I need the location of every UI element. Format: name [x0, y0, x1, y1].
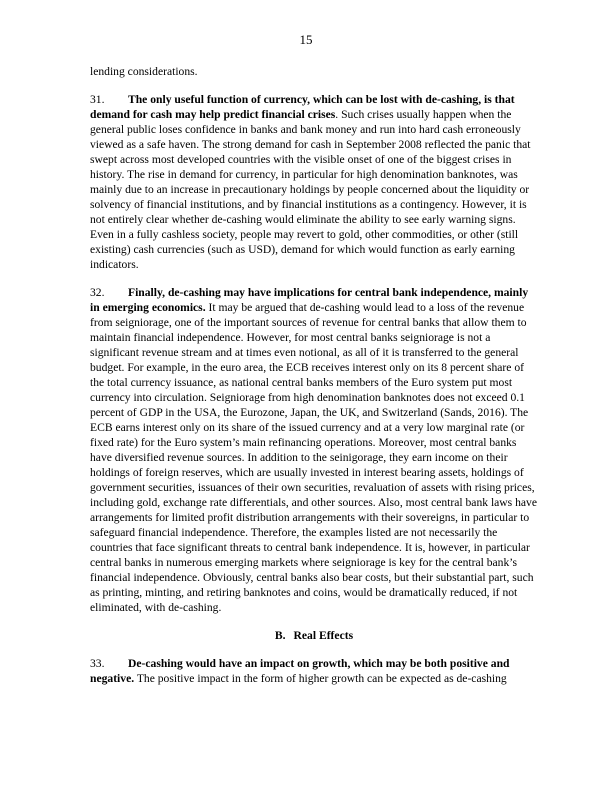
paragraph-lead-sentence: The only useful function of currency, which can be lost with de-cashing, is that demand for cash may help predict financial crises: [90, 93, 515, 121]
section-title: Real Effects: [293, 629, 354, 642]
paragraph-lead-sentence: De-cashing would have an impact on growth, which may be both positive and negative.: [90, 657, 510, 685]
paragraph-number: 31.: [90, 93, 105, 106]
paragraph-body: . Such crises usually happen when the general public loses confidence in banks and bank money and run into hard cash erroneously viewed as a safe haven. The strong demand for cash in September 2008 reflected the panic that swept across most developed countries with the visible onset of one of the biggest crises in history. The rise in demand for currency, in particular for high denomination banknotes, was mainly due to an increase in precautionary holdings by people concerned about the liquidity or solvency of financial institutions, and by financial institutions as a contingency. However, it is not entirely clear whether de-cashing would eliminate the ability to see early warning signs. Even in a fully cashless society, people may revert to gold, other commodities, or other (still existing) cash currencies (such as USD), demand for which would function as early earning indicators.: [90, 108, 531, 271]
paragraph-32: [90, 285, 538, 615]
paragraph-lead-sentence: Finally, de-cashing may have implications for central bank independence, mainly in emerging economics.: [90, 286, 529, 314]
section-letter: B.: [274, 629, 286, 642]
section-heading: [90, 628, 538, 643]
paragraph-number: 33.: [90, 657, 105, 670]
paragraph-body: It may be argued that de-cashing would lead to a loss of the revenue from seigniorage, one of the important sources of revenue for central banks that allow them to maintain financial independence. However, for most central banks seigniorage is not a significant revenue stream and at times even notional, as all of it is transferred to the general budget. For example, in the euro area, the ECB receives interest only on its 8 percent share of the total currency issuance, as national central banks members of the Euro system put most currency into circulation. Seigniorage from high denomination banknotes does not exceed 0.1 percent of GDP in the USA, the Eurozone, Japan, the UK, and Switzerland (Sands, 2016). The ECB earns interest only on its share of the issued currency and at a very low marginal rate (or fixed rate) for the Euro system’s main refinancing operations. Moreover, most central banks have diversified revenue sources. In addition to the seinigorage, they earn income on their holdings of foreign reserves, which are usually invested in interest bearing assets, holdings of government securities, issuances of their own securities, revaluation of assets with rising prices, including gold, exchange rate differentials, and other sources. Also, most central bank laws have arrangements for limited profit distribution arrangements with their sovereigns, in particular to safeguard financial independence. Therefore, the examples listed are not necessarily the countries that face significant threats to central bank independence. It is, however, in particular central banks in numerous emerging markets where seigniorage is key for the central bank’s financial independence. Obviously, central banks also bear costs, but their substantial part, such as printing, minting, and retiring banknotes and coins, would be dramatically reduced, if not eliminated, with de-cashing.: [90, 301, 537, 614]
paragraph-33: [90, 656, 538, 686]
paragraph-number: 32.: [90, 286, 105, 299]
page-number: 15: [299, 32, 313, 47]
paragraph-31: [90, 92, 538, 272]
paragraph-continuation: lending considerations.: [90, 65, 198, 78]
page-body: [90, 64, 538, 699]
paragraph-body: The positive impact in the form of higher growth can be expected as de-cashing: [134, 672, 507, 685]
